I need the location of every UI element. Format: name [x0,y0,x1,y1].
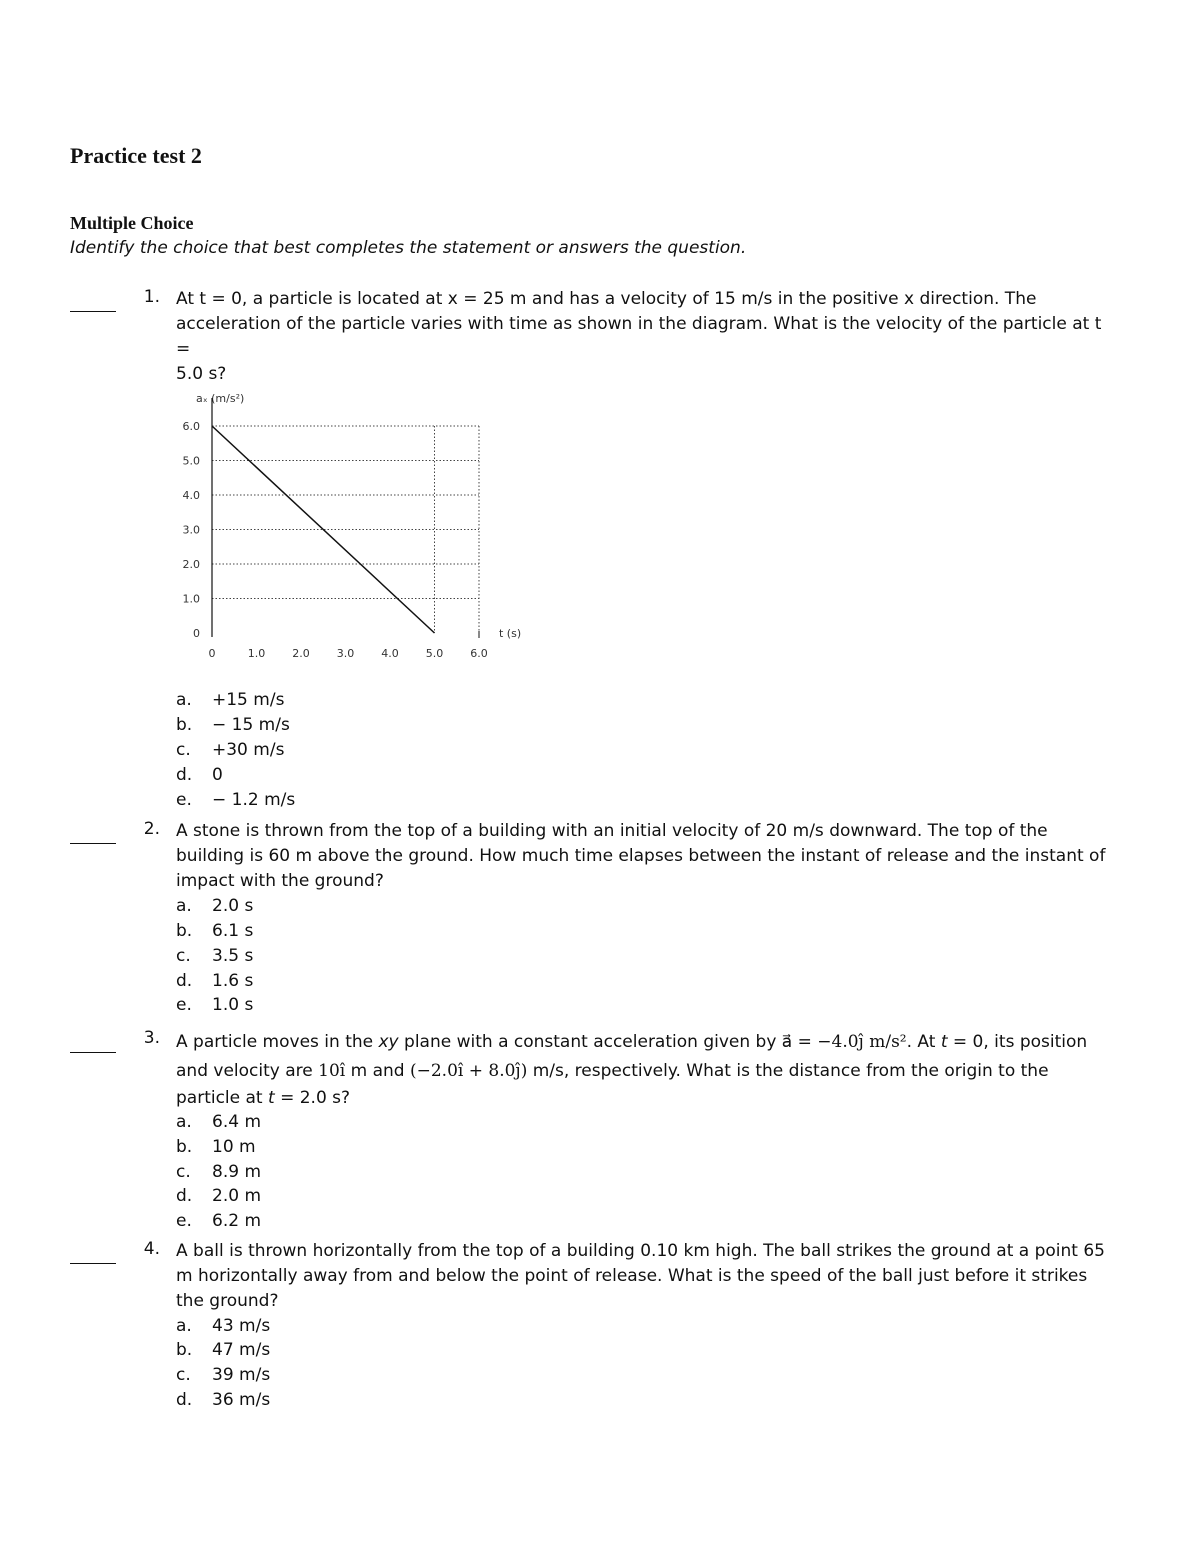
acceleration-chart [160,380,540,665]
x-tick-label: 5.0 [425,647,444,660]
question-4-text: A ball is thrown horizontally from the top of a building 0.10 km high. The ball strikes the ground at a point 65 m horizontally away from and below the point of release. What is the speed of the ball just before it strikes the ground? [176,1241,1105,1311]
choice-label: d. [176,971,193,991]
choice-q3-c[interactable] [176,1160,261,1185]
choice-label: c. [176,740,191,760]
x-tick-label: 3.0 [336,647,355,660]
choice-text: 0 [212,765,223,785]
choice-text: 3.5 s [212,946,254,966]
choice-q4-d[interactable] [176,1388,270,1413]
instructions: Identify the choice that best completes the statement or answers the question. [70,238,747,258]
chart-ylabel: aₓ (m/s²) [196,392,245,405]
y-tick-label: 0 [193,627,200,640]
text-fragment: and velocity are [176,1061,319,1081]
question-number: 2. [143,819,160,839]
variable: xy [378,1032,399,1052]
choice-q2-b[interactable] [176,919,253,944]
choice-label: a. [176,1112,192,1132]
question-2-text: A stone is thrown from the top of a building with an initial velocity of 20 m/s downward. The top of the building is 60 m above the ground. How much time elapses between the instant of release and the instant of impact with the ground? [176,821,1106,891]
choice-q1-d[interactable] [176,763,223,788]
choice-text: +15 m/s [212,690,285,710]
choice-q3-b[interactable] [176,1135,256,1160]
text-fragment: . At [906,1032,941,1052]
choice-text: 2.0 s [212,896,254,916]
x-tick-label: 2.0 [292,647,310,660]
x-tick-label: 0 [208,647,216,660]
question-number: 4. [143,1239,160,1259]
text-fragment: = 2.0 s? [274,1088,351,1108]
acceleration-equation: a⃗ = −4.0ĵ m/s² [781,1032,907,1052]
choice-label: d. [176,1186,193,1206]
choice-text: 6.1 s [212,921,254,941]
choice-label: c. [176,1162,191,1182]
question-number: 3. [143,1028,160,1048]
question-3-text [176,1028,1111,1111]
choice-q2-c[interactable] [176,944,253,969]
choice-text: 1.6 s [212,971,254,991]
question-1-line: acceleration of the particle varies with time as shown in the diagram. What is the velocity of the particle at t = [176,314,1102,359]
choice-label: b. [176,1137,193,1157]
choice-label: b. [176,1340,193,1360]
choice-label: a. [176,690,192,710]
choice-text: − 1.2 m/s [212,790,296,810]
page-title: Practice test 2 [70,143,202,168]
x-tick-label: 6.0 [470,647,488,660]
text-fragment: m and [345,1061,410,1081]
variable: t [268,1088,275,1108]
position-vector: 10î [318,1061,346,1081]
choice-label: e. [176,1211,192,1231]
text-fragment: particle at [176,1088,269,1108]
y-tick-label: 6.0 [182,420,200,433]
choice-label: c. [176,1365,191,1385]
choice-q1-b[interactable] [176,713,290,738]
answer-blank-q4[interactable] [70,1248,116,1264]
choice-label: e. [176,790,192,810]
choice-label: e. [176,995,192,1015]
question-1-line: At t = 0, a particle is located at x = 25 m and has a velocity of 15 m/s in the positive x direction. The [176,289,1037,309]
text-fragment: A particle moves in the [176,1032,379,1052]
choice-q1-c[interactable] [176,738,284,763]
choice-text: 1.0 s [212,995,254,1015]
choice-label: c. [176,946,191,966]
choice-q2-a[interactable] [176,894,253,919]
answer-blank-q2[interactable] [70,828,116,844]
choice-label: a. [176,896,192,916]
text-fragment: = 0, its position [947,1032,1088,1052]
choice-q4-a[interactable] [176,1314,270,1339]
choice-q4-b[interactable] [176,1338,270,1363]
choice-label: d. [176,765,193,785]
choice-text: 43 m/s [212,1316,271,1336]
choice-q3-e[interactable] [176,1209,261,1234]
choice-q4-c[interactable] [176,1363,270,1388]
question-1-line: 5.0 s? [176,364,227,384]
choice-label: a. [176,1316,192,1336]
choice-text: 39 m/s [212,1365,271,1385]
y-tick-label: 1.0 [182,592,200,606]
choice-text: 36 m/s [212,1390,271,1410]
choice-text: 8.9 m [212,1162,261,1182]
choice-label: d. [176,1390,193,1410]
chart-xlabel: t (s) [499,627,522,640]
choice-label: b. [176,715,193,735]
choice-text: +30 m/s [212,740,285,760]
choice-q3-a[interactable] [176,1110,261,1135]
choice-text: 10 m [212,1137,256,1157]
choice-text: − 15 m/s [212,715,290,735]
section-heading: Multiple Choice [70,213,194,233]
question-number: 1. [143,287,160,307]
velocity-vector: (−2.0î + 8.0ĵ) [409,1061,528,1081]
choice-text: 6.2 m [212,1211,261,1231]
choice-text: 47 m/s [212,1340,271,1360]
y-tick-label: 4.0 [182,489,200,502]
choice-q1-e[interactable] [176,788,295,813]
choice-label: b. [176,921,193,941]
y-tick-label: 3.0 [182,523,200,537]
text-fragment: plane with a constant acceleration given by [398,1032,782,1052]
chart-grid [212,426,479,633]
answer-blank-q1[interactable] [70,296,116,312]
choice-text: 2.0 m [212,1186,261,1206]
choice-q3-d[interactable] [176,1184,261,1209]
variable: t [940,1032,948,1052]
choice-q2-d[interactable] [176,969,253,994]
question-1-text [176,287,1111,387]
y-tick-label: 5.0 [182,454,200,468]
choice-q2-e[interactable] [176,993,253,1018]
text-fragment: m/s, respectively. What is the distance from the origin to the [527,1061,1049,1081]
x-tick-label: 1.0 [247,647,266,660]
y-tick-label: 2.0 [182,558,200,571]
choice-text: 6.4 m [212,1112,261,1132]
choice-q1-a[interactable] [176,688,284,713]
x-tick-label: 4.0 [381,647,399,660]
answer-blank-q3[interactable] [70,1037,116,1053]
